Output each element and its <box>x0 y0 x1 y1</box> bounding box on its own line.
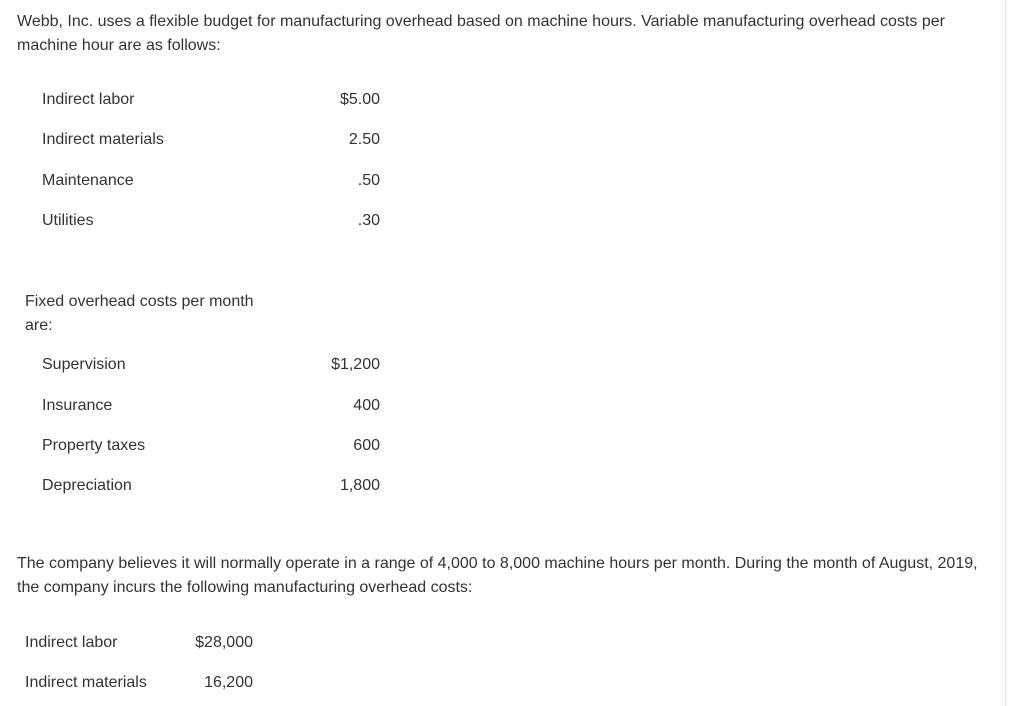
cost-label: Indirect materials <box>42 131 164 148</box>
cost-label: Indirect labor <box>42 91 135 108</box>
cost-value: $5.00 <box>339 91 380 108</box>
fixed-costs-heading: Fixed overhead costs per month are: <box>25 293 254 334</box>
cost-label: Property taxes <box>42 437 146 454</box>
cost-label: Indirect labor <box>25 634 118 651</box>
cost-label: Maintenance <box>42 172 134 189</box>
cost-label: Utilities <box>42 212 94 229</box>
cost-value: 400 <box>353 397 380 414</box>
cost-value: 16,200 <box>204 674 253 691</box>
cost-value: .30 <box>357 212 380 229</box>
cost-label: Supervision <box>42 356 126 373</box>
cost-label: Insurance <box>42 397 113 414</box>
operating-range-paragraph: The company believes it will normally operate in a range of 4,000 to 8,000 machine hours per month. During the month of August, 2019, the company incurs the following manufacturing overhead costs: <box>17 555 978 596</box>
cost-value: 2.50 <box>348 131 380 148</box>
cost-value: $28,000 <box>195 634 253 651</box>
cost-label: Indirect materials <box>25 674 147 691</box>
cost-value: 1,800 <box>339 477 380 494</box>
cost-value: .50 <box>357 172 380 189</box>
intro-paragraph: Webb, Inc. uses a flexible budget for manufacturing overhead based on machine hours. Variable manufacturing overhead costs per machine hour are as follows: <box>17 13 945 54</box>
cost-value: $1,200 <box>331 356 380 373</box>
cost-value: 600 <box>353 437 380 454</box>
cost-label: Depreciation <box>42 477 132 494</box>
